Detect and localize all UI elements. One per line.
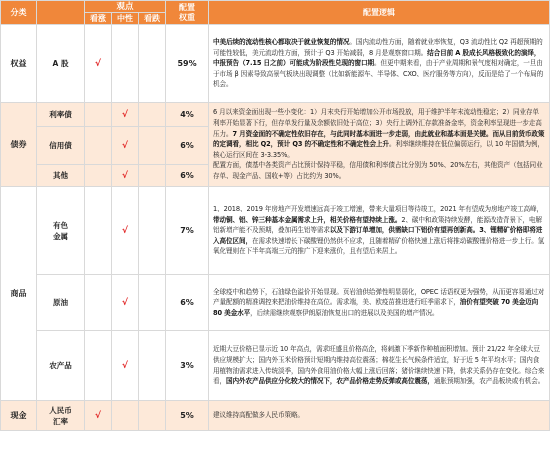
logic-cell — [209, 25, 550, 103]
logic-cell — [209, 275, 550, 331]
logic-cell — [209, 401, 550, 431]
bearish-check — [139, 187, 166, 275]
header-asset — [37, 1, 85, 25]
bullish-check: √ — [85, 401, 112, 431]
header-weight-line2: 权重 — [179, 12, 196, 22]
header-bullish: 看涨 — [85, 13, 112, 25]
logic-paragraph — [213, 410, 545, 421]
asset-line: 人民币 — [49, 405, 72, 415]
logic-text: 1、2018、2019 年房地产开发增速远高于竣工增速，带来大量项目等待竣工，2021 年有望成为房地产竣工高峰， — [213, 205, 543, 214]
bullish-check: √ — [85, 25, 112, 103]
logic-paragraph — [213, 287, 545, 319]
asset-cell: 农产品 — [37, 331, 85, 401]
weight-cell: 4% — [166, 103, 209, 127]
weight-cell: 59% — [166, 25, 209, 103]
header-view: 观点 — [85, 1, 166, 13]
logic-emphasis: 结合目前 A 股成长风格极致化的演绎，中报预告（7.15 日之前）可能成为阶段性兑现的窗口期 — [213, 48, 541, 68]
weight-cell: 6% — [166, 165, 209, 187]
logic-text: 建议维持高配做多人民币策略。 — [213, 411, 304, 420]
bearish-check — [139, 25, 166, 103]
neutral-check: √ — [112, 127, 139, 165]
header-category: 分类 — [1, 1, 37, 25]
table-row — [1, 103, 550, 127]
bearish-check — [139, 331, 166, 401]
table-row — [1, 331, 550, 401]
header-weight — [166, 1, 209, 25]
neutral-check: √ — [112, 103, 139, 127]
bearish-check — [139, 103, 166, 127]
logic-paragraph — [213, 107, 545, 160]
weight-cell: 7% — [166, 187, 209, 275]
category-cell: 商品 — [1, 187, 37, 401]
asset-cell: 信用债 — [37, 127, 85, 165]
logic-text: 2、碳中和政策持续发酵，能源改造背景下，电解铝新增产能不及预期，叠加再生铝等需求 — [213, 215, 542, 235]
category-cell: 债券 — [1, 103, 37, 187]
logic-emphasis: 国内外农产品供应分化较大的情况下，农产品价格走势反弹或高位震荡， — [226, 377, 434, 386]
neutral-check: √ — [112, 275, 139, 331]
neutral-check — [112, 25, 139, 103]
bullish-check — [85, 127, 112, 165]
logic-paragraph — [213, 37, 545, 90]
header-neutral: 中性 — [112, 13, 139, 25]
asset-line: 汇率 — [53, 416, 68, 426]
bullish-check — [85, 187, 112, 275]
logic-text: 在需求快速增长下碳酸锂仍然供不应求，且随着精矿价格快速上涨后将推动碳酸锂价格进一步上行。氢氧化锂则在下半年高端三元的推广下迎来涨价，且有望后来居上。 — [213, 236, 545, 256]
logic-paragraph — [213, 160, 545, 181]
asset-line: 金属 — [53, 231, 68, 241]
logic-emphasis: 油价有望突破 70 美金迈向 80 美金水平 — [213, 298, 539, 317]
table-row — [1, 187, 550, 275]
header-bearish: 看跌 — [139, 13, 166, 25]
weight-cell: 6% — [166, 275, 209, 331]
asset-cell: 其他 — [37, 165, 85, 187]
header-logic: 配置逻辑 — [209, 1, 550, 25]
header-weight-line1: 配置 — [179, 2, 196, 12]
bullish-check — [85, 275, 112, 331]
logic-text: ，后续需继续观察伊朗原油恢复出口的进展以及美国的增产情况。 — [250, 308, 439, 317]
logic-text: 6 月以来资金面出现一些小变化：1）月末央行开始增加公开市场投放，用于维护半年末流动性稳定；2）同业存单利率开始显著下行，但存单发行量及余额依旧处于高位；3）央行上调外汇存款准备金率，资金利率呈现进一步走高压力。 — [213, 108, 542, 138]
category-cell: 权益 — [1, 25, 37, 103]
weight-cell: 3% — [166, 331, 209, 401]
table-row — [1, 401, 550, 431]
logic-paragraph — [213, 344, 545, 386]
logic-text: 全球疫中和趋势下，石油绿色溢价开始显现。页岩油供给弹性明显弱化，OPEC 话语权更为强势，从而更容易通过对产量配额的精准调控来把油价维持在高位。需求端，美、欧疫苗推进进行旺季需求下， — [213, 287, 545, 307]
logic-cell — [209, 103, 550, 187]
weight-cell: 5% — [166, 401, 209, 431]
logic-cell — [209, 187, 550, 275]
logic-text: 。国内流动性方面，随着就业率恢复，Q3 流动性比 Q2 再超预期的可能性较低，美元流动性方面，预计于 Q3 开始减弱，8 月是观察窗口期。 — [213, 38, 543, 57]
logic-text: 。利率继续维持在低位偏弱运行，以 10 年国债为例，核心运行区间在 3-3.35%。 — [213, 140, 544, 159]
table-row — [1, 275, 550, 331]
asset-line: 有色 — [53, 220, 68, 230]
logic-emphasis: 3、锂精矿价格即将进入高位区间， — [213, 226, 543, 245]
neutral-check — [112, 401, 139, 431]
logic-text: 。但更中期来看，由于产业周期和景气度相对确定，一旦由于市场 β 因素导致高景气板块出现调整（比如新能源车、半导体、CXO、医疗服务等方向），反而是给了一个布局的机会。 — [213, 59, 544, 89]
logic-text: 近期大豆价格已显示近 10 年高点，需求旺盛且价格高企，将刺激下季新作种植面积增加。预计 21/22 年全球大豆供应规模扩大；国内外玉米价格预计短期内维持高位震荡；棉花生长气候条件适宜，好于近 5 年平均水平；国内食用植物油需求进入传统淡季，国内外食用油价格大幅上涨后回落；猪价继续快速下降，供求关系仍存在变化。综合来看， — [213, 345, 545, 386]
neutral-check: √ — [112, 165, 139, 187]
logic-emphasis: 以及下游订单增加，供需缺口下铝价有望再创新高。 — [329, 226, 480, 235]
logic-emphasis: 中美后续的流动性核心都取决于就业恢复的情况 — [213, 38, 350, 47]
neutral-check: √ — [112, 187, 139, 275]
logic-emphasis: 7 月资金面的不确定性依旧存在，与此同时基本面进一步走弱，由此就业和基本面是关键。而从目前货币政策的定调看，相比 Q2，预计 Q3 的不确定性和不确定性会上升 — [213, 129, 545, 149]
table-row — [1, 25, 550, 103]
asset-cell: 原油 — [37, 275, 85, 331]
logic-text: 通胀预期加强，农产品板块或有机会。 — [433, 377, 545, 386]
logic-cell — [209, 331, 550, 401]
logic-text: 配置方面，债基中各类资产占比预计保持平稳，信用债和利率债占比分别为 50%、20%左右，其他资产（包括同业存单、现金产品、国收+等）占比约为 30%。 — [213, 161, 543, 180]
bullish-check — [85, 165, 112, 187]
asset-cell — [37, 401, 85, 431]
bullish-check — [85, 331, 112, 401]
neutral-check: √ — [112, 331, 139, 401]
asset-cell: 利率债 — [37, 103, 85, 127]
category-cell: 现金 — [1, 401, 37, 431]
logic-paragraph — [213, 204, 545, 257]
asset-cell — [37, 187, 85, 275]
bearish-check — [139, 401, 166, 431]
bearish-check — [139, 165, 166, 187]
bearish-check — [139, 127, 166, 165]
asset-cell: A 股 — [37, 25, 85, 103]
bullish-check — [85, 103, 112, 127]
logic-emphasis: 带动铜、铝、锌三种基本金属需求上升，相关价格有望持续上涨。 — [213, 215, 402, 224]
bearish-check — [139, 275, 166, 331]
weight-cell: 6% — [166, 127, 209, 165]
